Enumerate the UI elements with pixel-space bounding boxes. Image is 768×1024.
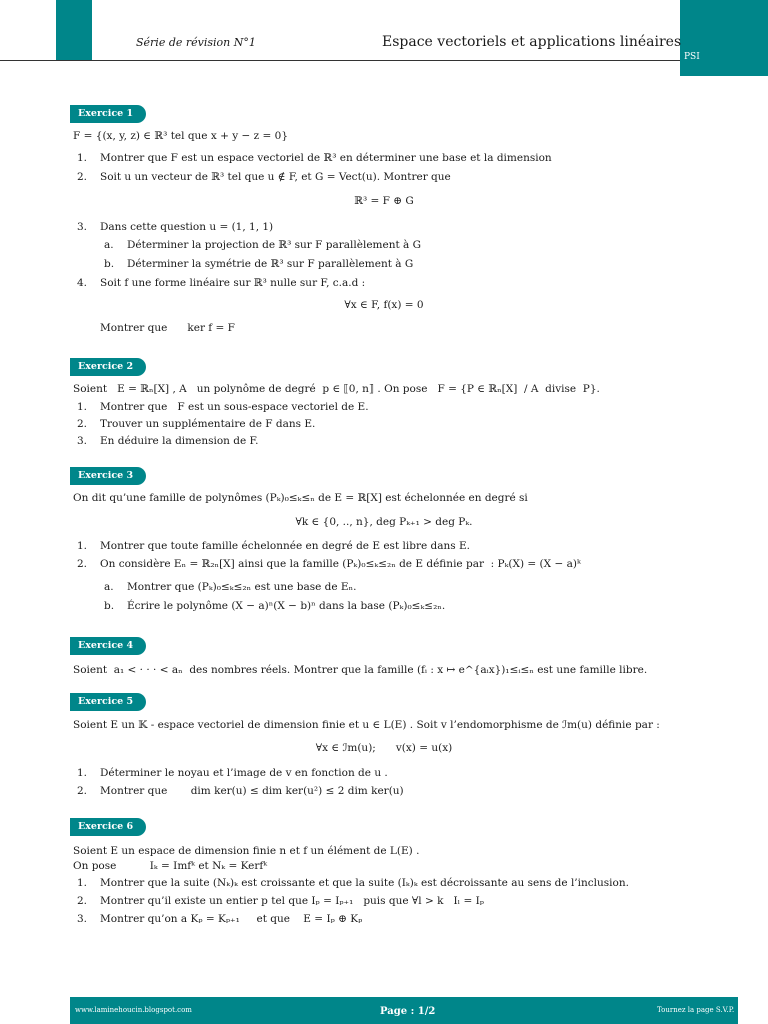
exercise-2-q2: Trouver un supplémentaire de F dans E.	[100, 418, 316, 430]
turn-page-note: Tournez la page S.V.P.	[657, 1006, 735, 1014]
exercise-5-q1: Déterminer le noyau et l’image de v en fonction de u .	[100, 767, 388, 779]
item-number: 3.	[77, 435, 88, 447]
header-accent-left	[56, 0, 92, 60]
item-number: 1.	[77, 877, 88, 889]
subitem-letter: b.	[104, 600, 115, 612]
exercise-3-q2b: Écrire le polynôme (X − a)ⁿ(X − b)ⁿ dans la base (Pₖ)₀≤ₖ≤₂ₙ.	[127, 600, 446, 612]
item-number: 4.	[77, 277, 88, 289]
level-badge: PSI	[684, 52, 700, 62]
exercise-5-q2: Montrer que dim ker(u) ≤ dim ker(u²) ≤ 2 dim ker(u)	[100, 785, 404, 797]
exercise-1-condition: ∀x ∈ F, f(x) = 0	[344, 299, 424, 311]
subitem-letter: b.	[104, 258, 115, 270]
header-accent-right	[680, 0, 768, 76]
item-number: 2.	[77, 171, 88, 183]
item-number: 1.	[77, 401, 88, 413]
exercise-1-equation: ℝ³ = F ⊕ G	[354, 195, 414, 207]
exercise-3-q2a: Montrer que (Pₖ)₀≤ₖ≤₂ₙ est une base de Eₙ.	[127, 581, 357, 593]
exercise-6-definition: On pose Iₖ = Imfᵏ et Nₖ = Kerfᵏ	[73, 860, 268, 872]
subitem-letter: a.	[104, 581, 114, 593]
exercise-6-q3: Montrer qu’on a Kₚ = Kₚ₊₁ et que E = Iₚ ⊕ Kₚ	[100, 913, 363, 925]
item-number: 2.	[77, 785, 88, 797]
exercise-1-q2: Soit u un vecteur de ℝ³ tel que u ∉ F, et G = Vect(u). Montrer que	[100, 171, 451, 183]
exercise-1-q4: Soit f une forme linéaire sur ℝ³ nulle sur F, c.a.d :	[100, 277, 366, 289]
exercise-1-q3: Dans cette question u = (1, 1, 1)	[100, 221, 274, 233]
exercise-3-q2: On considère Eₙ = ℝ₂ₙ[X] ainsi que la famille (Pₖ)₀≤ₖ≤₂ₙ de E définie par : Pₖ(X) = (X − a)ᵏ	[100, 558, 581, 570]
footer-site-link[interactable]: www.laminehoucin.blogspot.com	[75, 1006, 192, 1014]
exercise-1-q3b: Déterminer la symétrie de ℝ³ sur F parallèlement à G	[127, 258, 414, 270]
document-title: Espace vectoriels et applications linéaires	[382, 34, 682, 50]
exercise-5-label: Exercice 5	[70, 693, 146, 711]
exercise-5-definition: ∀x ∈ ℐm(u); v(x) = u(x)	[315, 742, 453, 754]
exercise-4-label: Exercice 4	[70, 637, 146, 655]
item-number: 2.	[77, 418, 88, 430]
exercise-3-label: Exercice 3	[70, 467, 146, 485]
exercise-1-q3a: Déterminer la projection de ℝ³ sur F parallèlement à G	[127, 239, 422, 251]
item-number: 3.	[77, 913, 88, 925]
item-number: 2.	[77, 895, 88, 907]
item-number: 1.	[77, 767, 88, 779]
exercise-3-q1: Montrer que toute famille échelonnée en degré de E est libre dans E.	[100, 540, 470, 552]
item-number: 2.	[77, 558, 88, 570]
exercise-6-q1: Montrer que la suite (Nₖ)ₖ est croissante et que la suite (Iₖ)ₖ est décroissante au sens de l’inclusion.	[100, 877, 629, 889]
exercise-1-conclusion: Montrer que ker f = F	[100, 322, 235, 334]
item-number: 1.	[77, 540, 88, 552]
exercise-3-statement: On dit qu’une famille de polynômes (Pₖ)₀≤ₖ≤ₙ de E = ℝ[X] est échelonnée en degré si	[73, 492, 528, 504]
exercise-2-label: Exercice 2	[70, 358, 146, 376]
page-number: Page : 1/2	[380, 1006, 436, 1017]
item-number: 1.	[77, 152, 88, 164]
header-rule	[0, 60, 680, 61]
exercise-5-statement: Soient E un 𝕂 - espace vectoriel de dimension finie et u ∈ L(E) . Soit v l’endomorphisme de ℐm(u) définie par :	[73, 719, 660, 731]
item-number: 3.	[77, 221, 88, 233]
exercise-6-q2: Montrer qu’il existe un entier p tel que Iₚ = Iₚ₊₁ puis que ∀l > k Iₗ = Iₚ	[100, 895, 484, 907]
exercise-6-statement: Soient E un espace de dimension finie n et f un élément de L(E) .	[73, 845, 420, 857]
exercise-6-label: Exercice 6	[70, 818, 146, 836]
exercise-1-statement: F = {(x, y, z) ∈ ℝ³ tel que x + y − z = 0}	[73, 130, 289, 142]
exercise-2-q1: Montrer que F est un sous-espace vectoriel de E.	[100, 401, 369, 413]
exercise-4-statement: Soient a₁ < · · · < aₙ des nombres réels. Montrer que la famille (fᵢ : x ↦ e^{aᵢx})₁≤ᵢ≤ₙ est une famille libre.	[73, 664, 648, 676]
exercise-2-q3: En déduire la dimension de F.	[100, 435, 259, 447]
exercise-2-statement: Soient E = ℝₙ[X] , A un polynôme de degré p ∈ ⟦0, n⟧ . On pose F = {P ∈ ℝₙ[X] / A divise P}.	[73, 383, 600, 395]
exercise-3-condition: ∀k ∈ {0, .., n}, deg Pₖ₊₁ > deg Pₖ.	[295, 516, 473, 528]
subitem-letter: a.	[104, 239, 114, 251]
series-title: Série de révision N°1	[136, 36, 256, 49]
exercise-1-q1: Montrer que F est un espace vectoriel de ℝ³ en déterminer une base et la dimension	[100, 152, 552, 164]
exercise-1-label: Exercice 1	[70, 105, 146, 123]
